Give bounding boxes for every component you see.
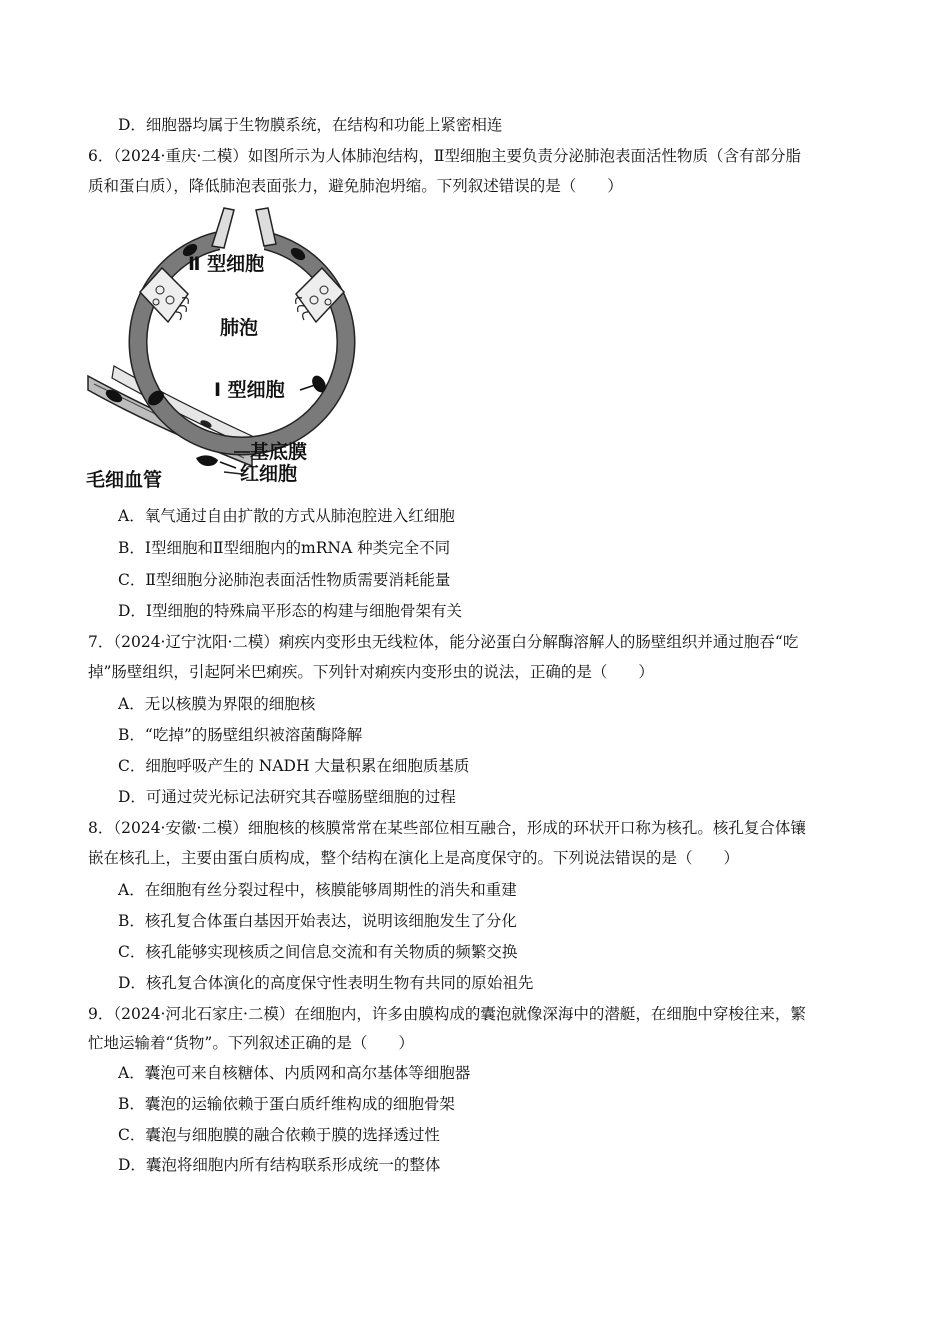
q8-option-c: C．核孔能够实现核质之间信息交流和有关物质的频繁交换: [118, 943, 518, 961]
label-type1-cell: Ⅰ 型细胞: [214, 379, 285, 401]
q8-option-d: D．核孔复合体演化的高度保守性表明生物有共同的原始祖先: [118, 974, 534, 992]
label-type2-cell: Ⅱ 型细胞: [188, 253, 265, 275]
q5-option-d: D．细胞器均属于生物膜系统，在结构和功能上紧密相连: [118, 116, 503, 134]
alveolus-diagram: [84, 204, 374, 494]
q6-option-a: A．氧气通过自由扩散的方式从肺泡腔进入红细胞: [118, 507, 455, 525]
q7-stem-line1: 7．（2024·辽宁沈阳·二模）痢疾内变形虫无线粒体，能分泌蛋白分解酶溶解人的肠壁组织并通过胞吞“吃: [88, 633, 799, 651]
q6-option-b: B．Ⅰ型细胞和Ⅱ型细胞内的mRNA 种类完全不同: [118, 539, 451, 557]
q6-stem-line2: 质和蛋白质），降低肺泡表面张力，避免肺泡坍缩。下列叙述错误的是（ ）: [88, 177, 623, 195]
q7-stem-line2: 掉”肠壁组织，引起阿米巴痢疾。下列针对痢疾内变形虫的说法，正确的是（ ）: [88, 663, 654, 681]
q8-stem-line2: 嵌在核孔上，主要由蛋白质构成，整个结构在演化上是高度保守的。下列说法错误的是（ ）: [88, 849, 740, 867]
label-red-blood-cell: 红细胞: [240, 463, 298, 485]
q7-option-c: C．细胞呼吸产生的 NADH 大量积累在细胞质基质: [118, 757, 470, 775]
q9-option-c: C．囊泡与细胞膜的融合依赖于膜的选择透过性: [118, 1126, 440, 1144]
q7-option-a: A．无以核膜为界限的细胞核: [118, 695, 316, 713]
q6-option-c: C．Ⅱ型细胞分泌肺泡表面活性物质需要消耗能量: [118, 571, 451, 589]
q9-option-a: A．囊泡可来自核糖体、内质网和高尔基体等细胞器: [118, 1064, 471, 1082]
q6-stem-line1: 6．（2024·重庆·二模）如图所示为人体肺泡结构，Ⅱ型细胞主要负责分泌肺泡表面活性物质（含有部分脂: [88, 147, 801, 165]
leader-rbc: [220, 462, 236, 468]
q8-option-a: A．在细胞有丝分裂过程中，核膜能够周期性的消失和重建: [118, 881, 517, 899]
q6-option-d: D．Ⅰ型细胞的特殊扁平形态的构建与细胞骨架有关: [118, 602, 463, 620]
label-alveolus: 肺泡: [220, 317, 259, 339]
q8-stem-line1: 8．（2024·安徽·二模）细胞核的核膜常常在某些部位相互融合，形成的环状开口称为核孔。核孔复合体镶: [88, 819, 806, 837]
red-blood-cell-shape: [196, 455, 218, 466]
q8-option-b: B．核孔复合体蛋白基因开始表达，说明该细胞发生了分化: [118, 912, 517, 930]
label-basement-membrane: 基底膜: [250, 441, 308, 463]
label-capillary: 毛细血管: [86, 469, 163, 491]
q7-option-b: B．“吃掉”的肠壁组织被溶菌酶降解: [118, 726, 363, 744]
q9-option-b: B．囊泡的运输依赖于蛋白质纤维构成的细胞骨架: [118, 1095, 455, 1113]
q9-option-d: D．囊泡将细胞内所有结构联系形成统一的整体: [118, 1156, 441, 1174]
q7-option-d: D．可通过荧光标记法研究其吞噬肠壁细胞的过程: [118, 788, 456, 806]
q9-stem-line2: 忙地运输着“货物”。下列叙述正确的是（ ）: [88, 1034, 414, 1052]
q9-stem-line1: 9．（2024·河北石家庄·二模）在细胞内，许多由膜构成的囊泡就像深海中的潜艇，在细胞中穿梭往来，繁: [88, 1005, 806, 1023]
